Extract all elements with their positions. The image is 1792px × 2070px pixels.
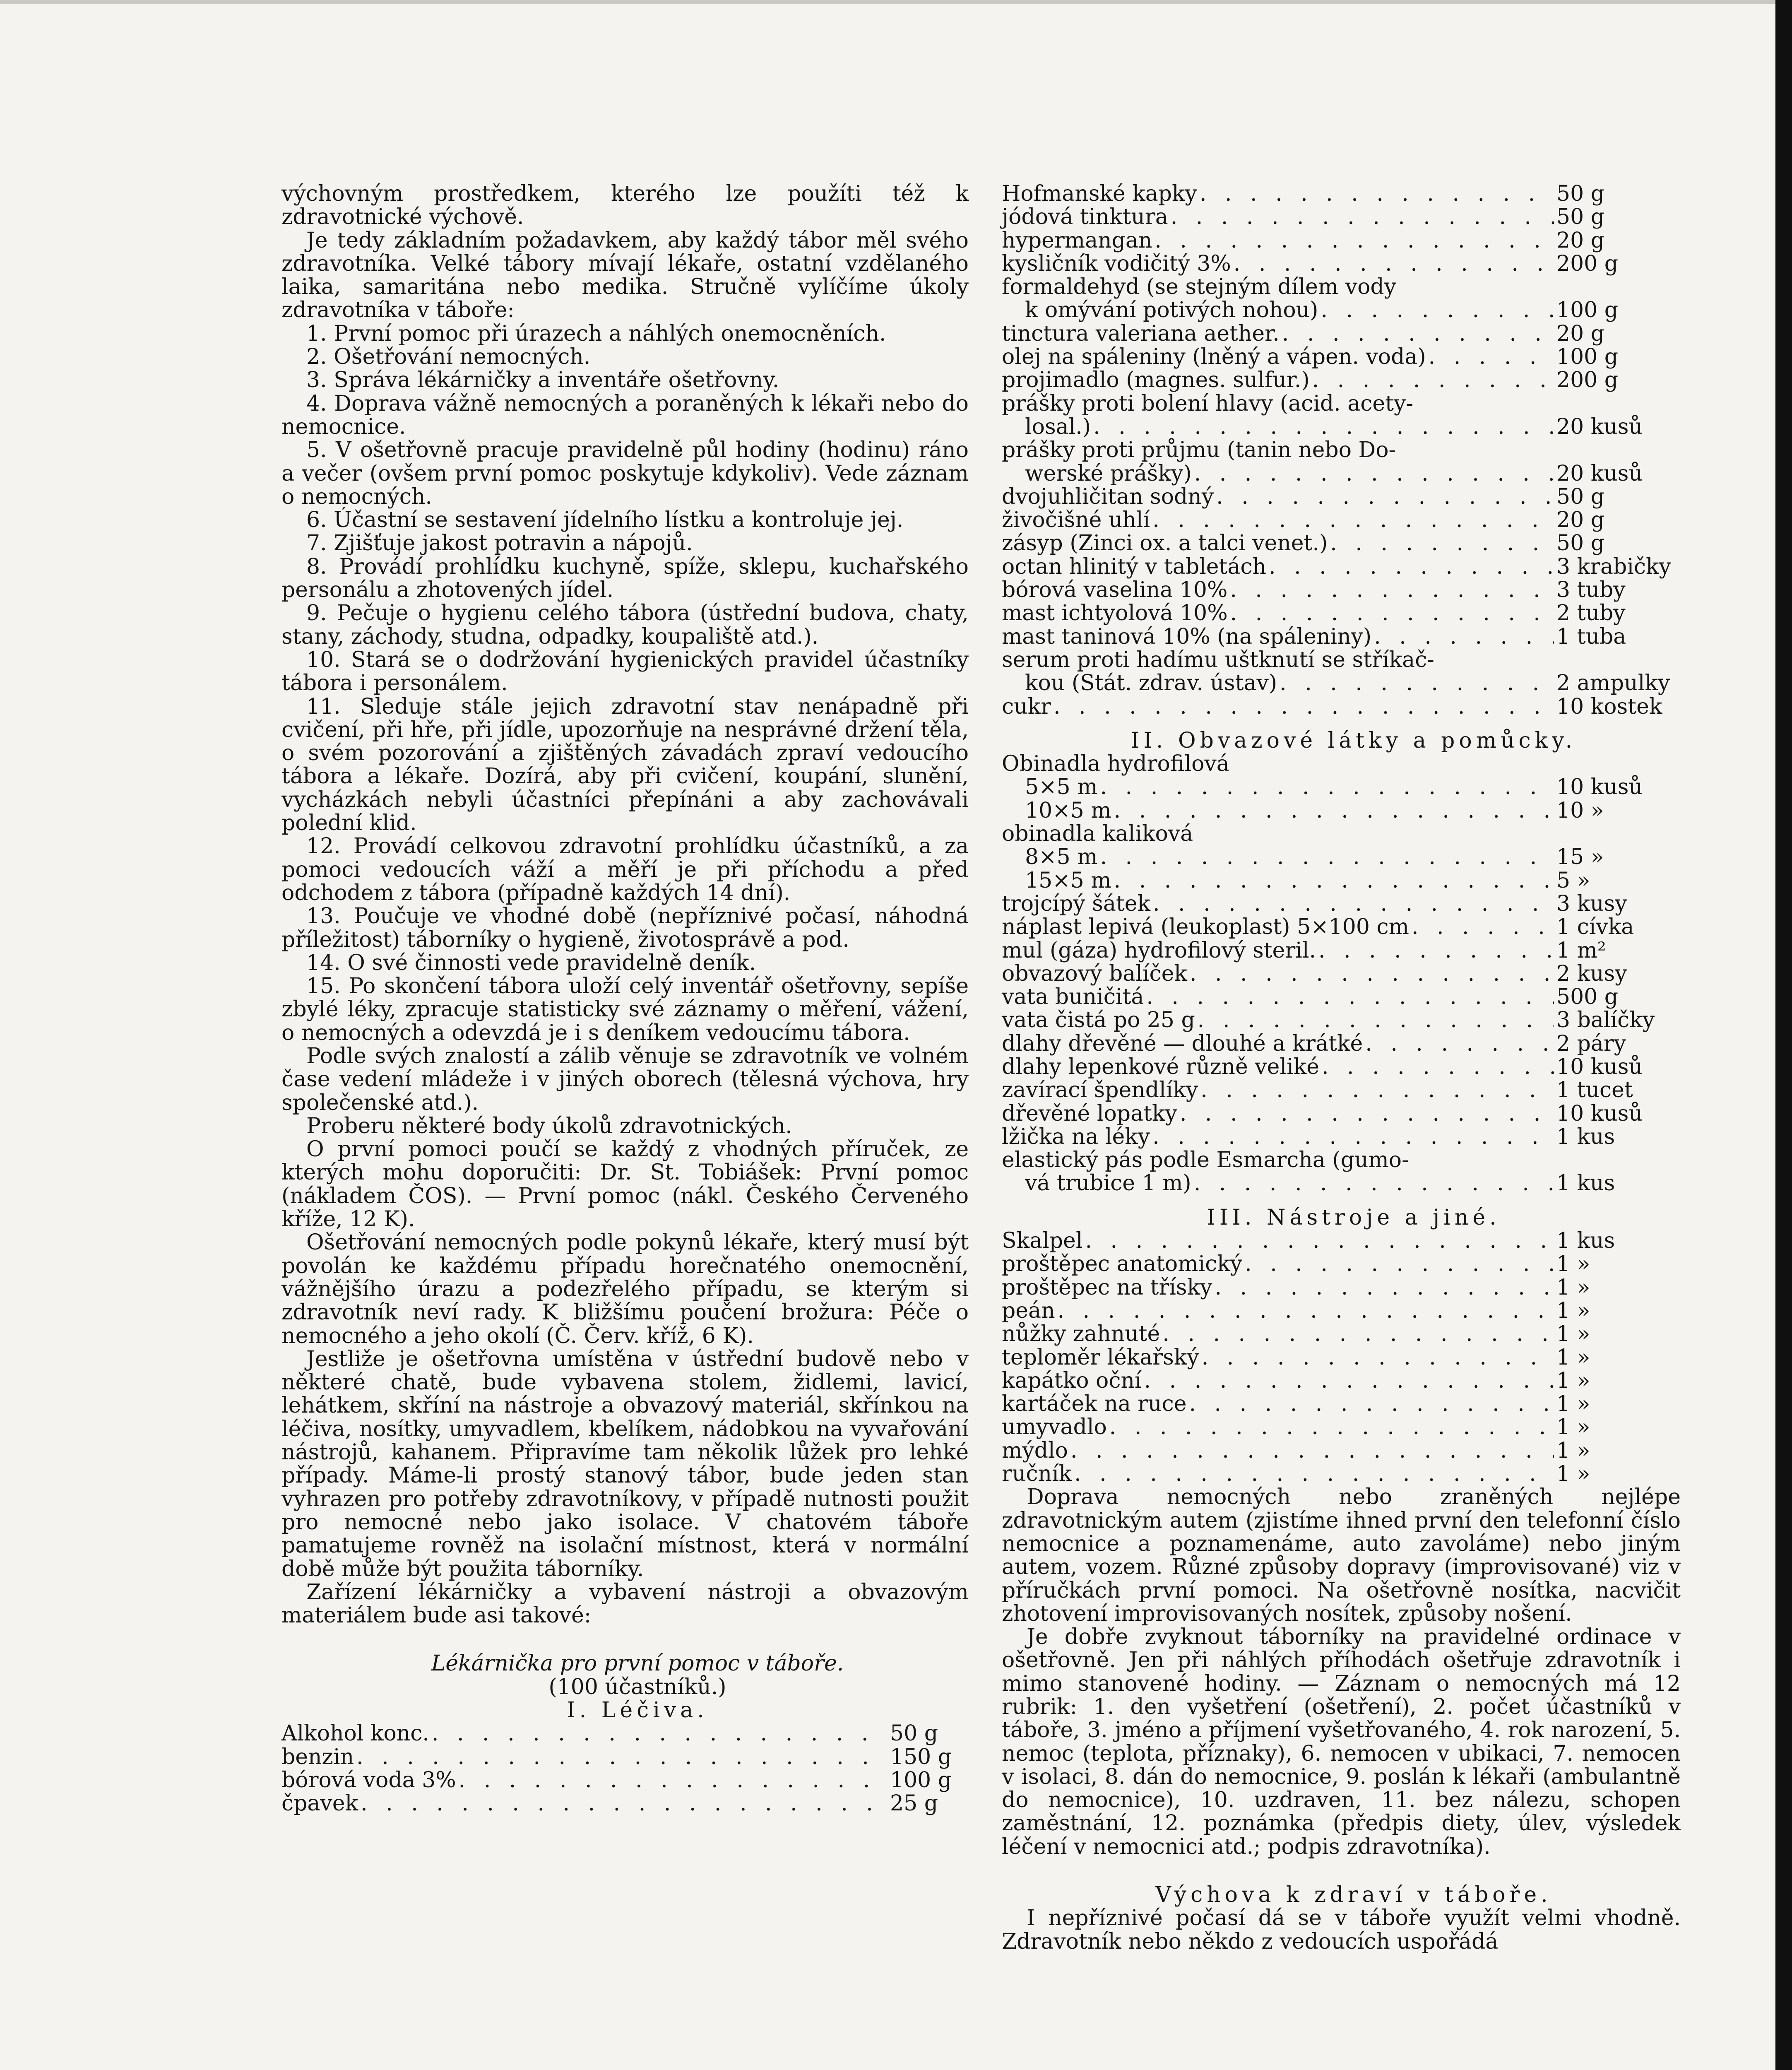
list-item: 6. Účastní se sestavení jídelního lístku a kontroluje jej. [306,508,904,533]
leader-dots [1146,985,1554,1009]
leader-dots [1171,205,1554,229]
supply-item-name: peán [1002,1298,1055,1323]
supply-item-quantity: 2 páry [1556,1031,1626,1056]
supply-item [1002,625,1681,648]
supply-item-name: olej na spáleniny (lněný a vápen. voda) [1002,344,1426,370]
supply-item-quantity: 25 g [890,1791,938,1816]
leader-dots [1155,229,1554,252]
supply-item-name: náplast lepivá (leukoplast) 5×100 cm [1002,915,1409,940]
supply-item-quantity: 10 kusů [1556,775,1643,800]
list-item: 15. Po skončení tábora uloží celý inventář ošetřovny, sepíše zbylé léky, zpracuje statisticky své záznamy o měření, vážení, o nemocných a odevzdá je i s deníkem vedoucímu tábora. [281,974,969,1045]
supply-item-quantity: 50 g [1556,484,1604,509]
supply-item-name: formaldehyd (se stejným dílem vody [1002,274,1397,300]
supply-item-quantity: 100 g [890,1767,952,1793]
leader-dots [1070,1439,1554,1462]
supply-item [1002,182,1681,205]
supply-item-name: 15×5 m [1025,868,1111,893]
supply-item [1002,602,1681,625]
supply-item-name: tinctura valeriana aether. [1002,321,1280,346]
leader-dots [1200,1078,1554,1102]
leader-dots [1429,345,1554,368]
supply-item [281,1722,969,1745]
supply-item-name: 5×5 m [1025,775,1098,800]
supply-list-dressings [1002,752,1681,1195]
supply-item [1002,892,1681,915]
supply-item-quantity: 20 g [1556,508,1604,533]
paragraph: Jestliže je ošetřovna umístěna v ústřední budově nebo v některé chatě, bude vybavena stolem, židlemi, lavicí, lehátkem, skříní na nástroje a obvazový materiál, skřínkou na léčiva, nosítky, umyvadlem, kbelíkem, nádobkou na vyvařování nástrojů, kahanem. Připravíme tam několik lůžek pro lehké případy. Máme-li prostý stanový tábor, bude jeden stan vyhrazen pro potřeby zdravotníkovy, v případě nutnosti použit pro nemocné nebo jako isolace. V chatovém táboře pamatujeme rovněž na isolační místnost, která v normální době může být použita táborníky. [281,1346,969,1581]
supply-item [1002,1346,1681,1369]
leader-dots [1100,845,1554,869]
supply-item-quantity: 10 kusů [1556,1054,1643,1079]
supply-item-name: dlahy lepenkové různě veliké [1002,1054,1319,1079]
supply-item-name: serum proti hadímu uštknutí se stříkač- [1002,647,1434,672]
leader-dots [1234,252,1554,275]
paragraph: Podle svých znalostí a zálib věnuje se zdravotník ve volném čase vedení mládeže i v jiných oborech (tělesná výchova, hry společenské atd.). [281,1043,969,1115]
supply-item-quantity: 5 » [1556,868,1590,893]
supply-item-name: proštěpec anatomický [1002,1252,1243,1277]
supply-item-name: prášky proti bolení hlavy (acid. acety- [1002,391,1413,416]
list-item: 10. Stará se o dodržování hygienických pravidel účastníky tábora i personálem. [281,647,969,696]
leader-dots [1365,1032,1554,1055]
leader-dots [1215,1276,1554,1299]
supply-item-name: Hofmanské kapky [1002,181,1197,206]
supply-item-continuation [1002,298,1681,322]
supply-item [1002,1462,1681,1485]
supply-item [1002,252,1681,275]
supply-item-name: vá trubice 1 m) [1025,1171,1191,1196]
supply-item-name: trojcípý šátek [1002,891,1150,916]
list-item: 13. Poučuje ve vhodné době (nepříznivé počasí, náhodná příležitost) táborníky o hygieně, životosprávě a pod. [281,904,969,952]
supply-item-name: k omývání potivých nohou) [1025,298,1318,323]
supply-item [1002,508,1681,532]
supply-item-name: nůžky zahnuté [1002,1321,1160,1347]
supply-item-quantity: 1 tucet [1556,1078,1633,1103]
leader-dots [1322,1055,1554,1078]
supply-item-name: kartáček na ruce [1002,1391,1187,1417]
list-item: 8. Provádí prohlídku kuchyně, spíže, sklepu, kuchařského personálu a zhotovených jídel. [281,554,969,603]
supply-item-quantity: 3 kusy [1556,891,1627,916]
supply-item [1002,1415,1681,1439]
leader-dots [1269,555,1554,578]
leader-dots [1144,1369,1554,1392]
kit-title: Lékárnička pro první pomoc v táboře. [431,1651,844,1676]
supply-item-name: losal.) [1025,414,1091,439]
supply-item-name: proštěpec na třísky [1002,1275,1212,1300]
supply-item-name: Alkohol konc. [281,1721,429,1746]
supply-item-name: kou (Stát. zdrav. ústav) [1025,671,1277,696]
supply-item [1002,985,1681,1009]
paragraph: Je dobře zvyknout táborníky na pravidelné ordinace v ošetřovně. Jen při náhlých příhodách ošetřuje zdravotník i mimo stanovené hodiny. — Záznam o nemocných má 12 rubrik: 1. den vyšetření (ošetření), 2. počet účastníků v táboře, 3. jméno a příjmení vyšetřovaného, 4. rok narození, 5. nemoc (teplota, příznaky), 6. nemocen v ubikaci, 7. nemocen v isolaci, 8. dán do nemocnice, 9. poslán k lékaři (ambulantně do nemocnice), 10. uzdraven, 11. bez nálezu, schopen zaměstnání, 12. poznámka (předpis diety, úlev, výsledek léčení v nemocnici atd.; podpis zdravotníka). [1002,1625,1681,1859]
supply-item-name: zavírací špendlíky [1002,1078,1198,1103]
supply-item-name: kapátko oční [1002,1368,1142,1393]
supply-item-name: 10×5 m [1025,798,1111,823]
supply-item-quantity: 10 » [1556,798,1604,823]
leader-dots [1194,462,1554,485]
supply-item [1002,845,1681,869]
supply-item-quantity: 1 » [1556,1275,1590,1300]
list-item: 2. Ošetřování nemocných. [306,344,591,370]
section-heading: Výchova k zdraví v táboře. [1155,1882,1552,1908]
leader-dots [459,1769,888,1792]
supply-item [1002,485,1681,508]
list-item: 7. Zjišťuje jakost potravin a nápojů. [306,531,693,556]
paragraph: I nepříznivé počasí dá se v táboře využít velmi vhodně. Zdravotník nebo někdo z vedoucích uspořádá [1002,1906,1681,1954]
supply-item-name: Skalpel [1002,1228,1083,1254]
leader-dots [1230,578,1554,602]
supply-item [1002,322,1681,345]
supply-item-name: vata buničitá [1002,984,1144,1010]
list-item: 14. O své činnosti vede pravidelně deník. [306,950,756,975]
kit-subtitle: (100 účastníků.) [548,1674,726,1699]
supply-item-quantity: 50 g [1556,205,1604,230]
supply-item [1002,438,1681,462]
leader-dots [1100,775,1554,799]
leader-dots [1216,485,1554,508]
supply-item [1002,392,1681,415]
supply-item-quantity: 500 g [1556,984,1619,1010]
list-item: 12. Provádí celkovou zdravotní prohlídku účastníků, a za pomoci vedoucích váží a měří je při příchodu a před odchodem z tábora (případně každých 14 dní). [281,834,969,905]
leader-dots [1230,602,1554,625]
supply-item [1002,799,1681,822]
leader-dots [432,1722,888,1745]
supply-item [1002,275,1681,298]
supply-item-name: projimadlo (magnes. sulfur.) [1002,368,1310,393]
list-item: 3. Správa lékárničky a inventáře ošetřovny. [306,368,779,393]
leader-dots [356,1745,888,1769]
supply-item-quantity: 150 g [890,1744,952,1769]
supply-item-quantity: 1 tuba [1556,624,1626,649]
supply-item-name: jódová tinktura [1002,205,1168,230]
supply-item [1002,1125,1681,1148]
supply-item [1002,1276,1681,1299]
paragraph: výchovným prostředkem, kterého lze použíti též k zdravotnické výchově. [281,181,969,230]
supply-item [1002,752,1681,775]
supply-item-name: bórová vaselina 10% [1002,578,1228,603]
supply-item-name: obinadla kaliková [1002,821,1193,847]
leader-dots [1412,915,1554,939]
supply-item-name: elastický pás podle Esmarcha (gumo- [1002,1148,1409,1173]
supply-item-quantity: 2 ampulky [1556,671,1670,696]
supply-item [1002,578,1681,602]
supply-item-name: werské prášky) [1025,461,1192,486]
leader-dots [1093,415,1554,438]
list-item: 4. Doprava vážně nemocných a poraněných k lékaři nebo do nemocnice. [281,391,969,439]
list-item: 1. První pomoc při úrazech a náhlých onemocněních. [306,321,886,346]
section-heading: I. Léčiva. [567,1698,708,1723]
supply-item [1002,368,1681,392]
leader-dots [1114,799,1554,822]
supply-item [1002,205,1681,229]
supply-item [1002,1148,1681,1172]
leader-dots [361,1792,888,1815]
paragraph: Je tedy základním požadavkem, aby každý tábor měl svého zdravotníka. Velké tábory mívají lékaře, ostatní vzdělaného laika, samaritána nebo medika. Stručně vylíčíme úkoly zdravotníka v táboře: [281,228,969,323]
supply-item [1002,939,1681,962]
supply-item-quantity: 1 » [1556,1252,1590,1277]
supply-item [1002,229,1681,252]
supply-item-quantity: 200 g [1556,368,1619,393]
supply-item-quantity: 1 » [1556,1415,1590,1440]
leader-dots [1200,182,1554,205]
supply-item-name: mul (gáza) hydrofilový steril. [1002,938,1316,963]
section-heading: II. Obvazové látky a pomůcky. [1131,728,1577,753]
supply-item-quantity: 1 kus [1556,1171,1615,1196]
leader-dots [1085,1229,1554,1252]
supply-item-quantity: 2 tuby [1556,601,1626,626]
leader-dots [1189,1392,1554,1415]
leader-dots [1198,1009,1554,1032]
supply-item [1002,1078,1681,1102]
supply-item-quantity: 1 » [1556,1391,1590,1417]
supply-item [1002,695,1681,718]
supply-item-quantity: 20 kusů [1556,461,1643,486]
supply-item-continuation [1002,1172,1681,1195]
leader-dots [1318,939,1554,962]
supply-item-name: bórová voda 3% [281,1767,456,1793]
supply-item-quantity: 1 m² [1556,938,1606,963]
supply-item-quantity: 1 kus [1556,1124,1615,1149]
supply-item [1002,1322,1681,1346]
supply-item-name: vata čistá po 25 g [1002,1008,1195,1033]
supply-item-name: kysličník vodičitý 3% [1002,251,1231,276]
supply-item-name: lžička na léky [1002,1124,1150,1149]
supply-item-name: octan hlinitý v tabletách [1002,554,1267,579]
supply-item-quantity: 100 g [1556,298,1619,323]
supply-item-name: mast taninová 10% (na spáleniny) [1002,624,1372,649]
supply-item-quantity: 1 » [1556,1321,1590,1347]
leader-dots [1280,672,1554,695]
supply-item-name: čpavek [281,1791,358,1816]
supply-item-quantity: 1 » [1556,1438,1590,1463]
supply-item [1002,1032,1681,1055]
supply-item-quantity: 50 g [890,1721,938,1746]
supply-item-name: dvojuhličitan sodný [1002,484,1214,509]
leader-dots [1109,1415,1554,1439]
leader-dots [1114,869,1554,892]
left-column [281,182,969,1815]
leader-dots [1152,508,1554,532]
supply-item [1002,1369,1681,1392]
supply-item [1002,648,1681,672]
supply-item [1002,962,1681,985]
supply-item-quantity: 50 g [1556,181,1604,206]
supply-item [1002,915,1681,939]
supply-item-quantity: 20 g [1556,228,1604,253]
supply-item-name: obvazový balíček [1002,961,1187,986]
supply-item-quantity: 1 kus [1556,1228,1615,1254]
scan-edge-right [1775,0,1792,2070]
supply-item-name: 8×5 m [1025,845,1098,870]
paragraph: Doprava nemocných nebo zraněných nejlépe zdravotnickým autem (zjistíme ihned první den telefonní číslo nemocnice a poznamenáme, auto zavoláme) nebo jiným autem, vozem. Různé způsoby dopravy (improvisované) viz v příručkách první pomoci. Na ošetřovně nosítka, nacvičit zhotovení improvisovaných nosítek, způsoby nošení. [1002,1485,1681,1626]
supply-item-name: umyvadlo [1002,1415,1107,1440]
supply-item-name: živočišné uhlí [1002,508,1150,533]
list-item: 11. Sleduje stále jejich zdravotní stav nenápadně při cvičení, při hře, při jídle, upozorňuje na nesprávné držení těla, o svém pozorování a zjištěných závadách zpraví vedoucího tábora a lékaře. Dozírá, aby při cvičení, koupání, slunění, vycházkách nebyli účastníci přepínáni a aby zachovávali polední klid. [281,694,969,836]
leader-dots [1180,1102,1554,1125]
supply-list-medicines [281,1722,969,1815]
supply-item [1002,1439,1681,1462]
leader-dots [1054,695,1554,718]
supply-item [1002,1055,1681,1078]
supply-item-quantity: 100 g [1556,344,1619,370]
supply-list-instruments [1002,1229,1681,1485]
paragraph: Proberu některé body úkolů zdravotnických. [306,1113,792,1138]
list-item: 9. Pečuje o hygienu celého tábora (ústřední budova, chaty, stany, záchody, studna, odpadky, koupaliště atd.). [281,601,969,649]
scan-edge-top [0,0,1792,4]
supply-item-name: Obinadla hydrofilová [1002,751,1229,777]
leader-dots [1374,625,1554,648]
supply-item-name: mýdlo [1002,1438,1068,1463]
supply-item-name: dřevěné lopatky [1002,1101,1177,1126]
leader-dots [1330,532,1554,555]
supply-item [1002,1229,1681,1252]
leader-dots [1074,1462,1554,1485]
supply-item-quantity: 1 » [1556,1461,1590,1487]
supply-item-name: ručník [1002,1461,1072,1487]
section-heading: III. Nástroje a jiné. [1207,1205,1501,1230]
leader-dots [1202,1346,1554,1369]
supply-item-name: teploměr lékařský [1002,1345,1199,1370]
list-item: 5. V ošetřovně pracuje pravidelně půl hodiny (hodinu) ráno a večer (ovšem první pomoc poskytuje kdykoliv). Vede záznam o nemocných. [281,438,969,509]
paragraph: Ošetřování nemocných podle pokynů lékaře, který musí být povolán ke každému případu horečnatého onemocnění, vážnějšího úrazu a podezřelého případu, se kterým si zdravotník neví rady. K bližšímu poučení brožura: Péče o nemocného a jeho okolí (Č. Červ. kříž, 6 K). [281,1230,969,1348]
supply-item-quantity: 1 » [1556,1298,1590,1323]
supply-item-continuation [1002,415,1681,438]
supply-item [281,1792,969,1815]
supply-item [281,1745,969,1769]
leader-dots [1312,368,1554,392]
supply-item-quantity: 1 » [1556,1368,1590,1393]
supply-item-continuation [1002,672,1681,695]
supply-item-quantity: 20 kusů [1556,414,1643,439]
supply-item [1002,869,1681,892]
supply-list-medicines-cont [1002,182,1681,718]
supply-item [1002,1102,1681,1125]
supply-item-name: benzin [281,1744,354,1769]
supply-item-quantity: 10 kostek [1556,694,1662,719]
leader-dots [1153,892,1554,915]
supply-item [1002,555,1681,578]
supply-item-name: cukr [1002,694,1051,719]
supply-item-name: mast ichtyolová 10% [1002,601,1228,626]
leader-dots [1058,1299,1554,1322]
supply-item-name: dlahy dřevěné — dlouhé a krátké [1002,1031,1363,1056]
supply-item-name: zásyp (Zinci ox. a talci venet.) [1002,531,1328,556]
supply-item [1002,532,1681,555]
leader-dots [1190,962,1554,985]
supply-item-quantity: 10 kusů [1556,1101,1643,1126]
supply-item-name: hypermangan [1002,228,1152,253]
supply-item [1002,822,1681,845]
supply-item-quantity: 3 tuby [1556,578,1626,603]
supply-item [1002,1009,1681,1032]
supply-item [1002,1299,1681,1322]
leader-dots [1194,1172,1554,1195]
supply-item-quantity: 3 krabičky [1556,554,1671,579]
paragraph: O první pomoci poučí se každý z vhodných příruček, ze kterých mohu doporučiti: Dr. St. Tobiášek: První pomoc (nákladem ČOS). — První pomoc (nákl. Českého Červeného kříže, 12 K). [281,1137,969,1232]
leader-dots [1162,1322,1554,1346]
supply-item-quantity: 200 g [1556,251,1619,276]
supply-item-quantity: 3 balíčky [1556,1008,1655,1033]
supply-item [1002,345,1681,368]
right-column [1002,182,1681,1953]
leader-dots [1152,1125,1554,1148]
supply-item [281,1769,969,1792]
supply-item-quantity: 50 g [1556,531,1604,556]
supply-item [1002,775,1681,799]
supply-item-quantity: 20 g [1556,321,1604,346]
leader-dots [1245,1252,1554,1276]
paragraph: Zařízení lékárničky a vybavení nástroji a obvazovým materiálem bude asi takové: [281,1579,969,1628]
supply-item [1002,1392,1681,1415]
supply-item-quantity: 1 » [1556,1345,1590,1370]
leader-dots [1282,322,1554,345]
leader-dots [1321,298,1554,322]
supply-item-quantity: 15 » [1556,845,1604,870]
supply-item-name: prášky proti průjmu (tanin nebo Do- [1002,438,1396,463]
supply-item [1002,1252,1681,1276]
supply-item-continuation [1002,462,1681,485]
supply-item-quantity: 1 cívka [1556,915,1634,940]
supply-item-quantity: 2 kusy [1556,961,1627,986]
